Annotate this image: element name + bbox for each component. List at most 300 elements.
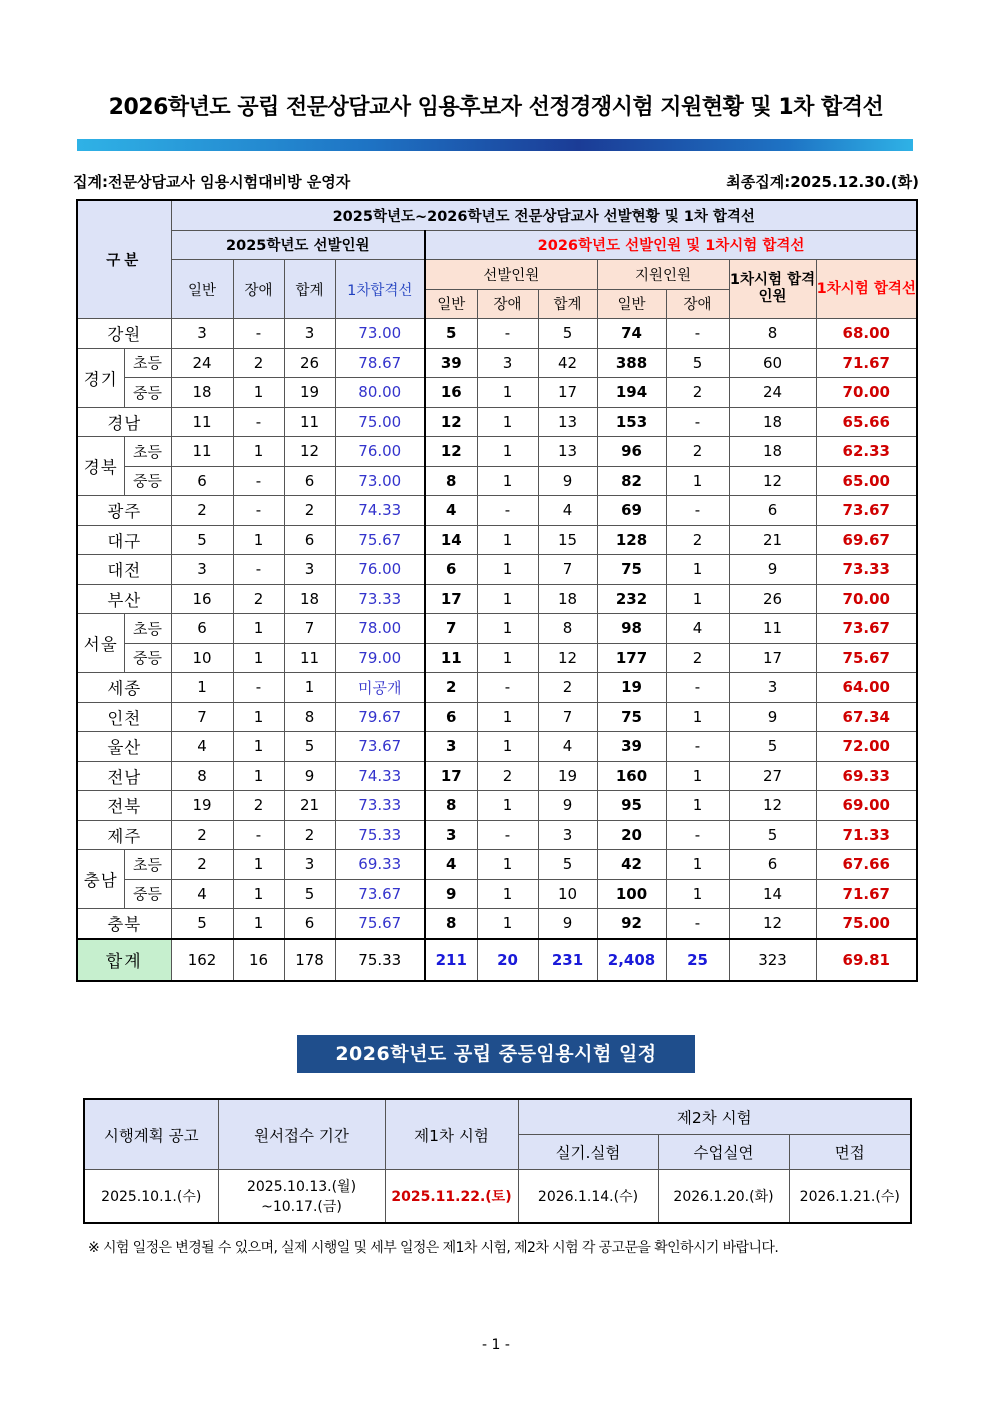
prev-total-cell: 6 xyxy=(284,466,335,496)
cur-total-cell: 19 xyxy=(538,761,597,791)
prev-disabled-cell: - xyxy=(233,820,284,850)
prev-general-cell: 1 xyxy=(171,673,233,703)
prev-cutoff-cell: 73.33 xyxy=(335,584,425,614)
interview-date: 2026.1.21.(수) xyxy=(789,1170,911,1224)
prev-cutoff-cell: 73.00 xyxy=(335,319,425,349)
table-row xyxy=(77,761,917,791)
app-disabled-cell: 1 xyxy=(666,761,729,791)
cur-disabled-cell: - xyxy=(477,820,538,850)
cutoff-cell: 65.66 xyxy=(816,407,917,437)
app-general-cell: 98 xyxy=(597,614,666,644)
prev-disabled-cell: - xyxy=(233,555,284,585)
level-cell: 초등 xyxy=(124,850,171,880)
prev-total-cell: 5 xyxy=(284,879,335,909)
prev-total-cell: 5 xyxy=(284,732,335,762)
cur-general-cell: 3 xyxy=(425,820,477,850)
table-row xyxy=(77,614,917,644)
total-cur-total-cell: 231 xyxy=(538,939,597,981)
cur-disabled-header: 장애 xyxy=(477,289,538,319)
app-general-cell: 19 xyxy=(597,673,666,703)
cur-general-cell: 17 xyxy=(425,761,477,791)
region-cell: 강원 xyxy=(77,319,171,349)
cur-general-cell: 16 xyxy=(425,378,477,408)
region-cell: 서울 xyxy=(77,614,124,673)
apply-header: 원서접수 기간 xyxy=(218,1099,385,1170)
prev-general-cell: 4 xyxy=(171,732,233,762)
prev-total-cell: 11 xyxy=(284,407,335,437)
app-disabled-cell: 5 xyxy=(666,348,729,378)
table-row xyxy=(77,643,917,673)
table-row xyxy=(77,791,917,821)
cur-total-cell: 7 xyxy=(538,702,597,732)
prev-disabled-cell: 1 xyxy=(233,850,284,880)
apply-end: ~10.17.(금) xyxy=(261,1199,342,1215)
prev-cutoff-cell: 69.33 xyxy=(335,850,425,880)
app-disabled-cell: 2 xyxy=(666,437,729,467)
prev-total-cell: 9 xyxy=(284,761,335,791)
pass-count-cell: 18 xyxy=(729,437,816,467)
pass-count-cell: 17 xyxy=(729,643,816,673)
total-prev-cutoff-cell: 75.33 xyxy=(335,939,425,981)
app-general-cell: 232 xyxy=(597,584,666,614)
apply-period xyxy=(218,1170,385,1224)
prev-general-cell: 11 xyxy=(171,407,233,437)
first-exam-header: 제1차 시험 xyxy=(385,1099,518,1170)
cur-general-cell: 5 xyxy=(425,319,477,349)
pass-count-cell: 21 xyxy=(729,525,816,555)
prev-disabled-cell: 1 xyxy=(233,879,284,909)
table-row xyxy=(77,348,917,378)
prev-disabled-cell: 1 xyxy=(233,378,284,408)
app-disabled-cell: 1 xyxy=(666,850,729,880)
cur-general-cell: 3 xyxy=(425,732,477,762)
pass-count-cell: 14 xyxy=(729,879,816,909)
cur-total-cell: 9 xyxy=(538,909,597,939)
prev-general-cell: 2 xyxy=(171,850,233,880)
prev-total-cell: 1 xyxy=(284,673,335,703)
cur-disabled-cell: 2 xyxy=(477,761,538,791)
pass-count-cell: 12 xyxy=(729,909,816,939)
prev-total-cell: 11 xyxy=(284,643,335,673)
cur-disabled-cell: 1 xyxy=(477,614,538,644)
cur-disabled-cell: 1 xyxy=(477,466,538,496)
prev-general-cell: 3 xyxy=(171,319,233,349)
prev-total-cell: 8 xyxy=(284,702,335,732)
pass-count-header: 1차시험 합격인원 xyxy=(729,260,816,319)
table-row xyxy=(77,584,917,614)
prev-cutoff-cell: 79.00 xyxy=(335,643,425,673)
cutoff-cell: 69.00 xyxy=(816,791,917,821)
cutoff-cell: 65.00 xyxy=(816,466,917,496)
prev-cutoff-cell: 미공개 xyxy=(335,673,425,703)
notice-date: 2025.10.1.(수) xyxy=(84,1170,218,1224)
prev-general-cell: 5 xyxy=(171,909,233,939)
prev-disabled-cell: 1 xyxy=(233,525,284,555)
table-row xyxy=(77,466,917,496)
cur-total-cell: 7 xyxy=(538,555,597,585)
prev-cutoff-cell: 74.33 xyxy=(335,761,425,791)
prev-general-cell: 5 xyxy=(171,525,233,555)
total-row xyxy=(77,939,917,981)
app-disabled-cell: - xyxy=(666,673,729,703)
prev-general-cell: 8 xyxy=(171,761,233,791)
level-cell: 중등 xyxy=(124,466,171,496)
prev-general-cell: 4 xyxy=(171,879,233,909)
cur-disabled-cell: - xyxy=(477,673,538,703)
cutoff-cell: 64.00 xyxy=(816,673,917,703)
cur-general-cell: 8 xyxy=(425,791,477,821)
apply-start: 2025.10.13.(월) xyxy=(246,1179,357,1195)
pass-count-cell: 5 xyxy=(729,732,816,762)
prev-cutoff-cell: 80.00 xyxy=(335,378,425,408)
region-cell: 전북 xyxy=(77,791,171,821)
cur-disabled-cell: 1 xyxy=(477,850,538,880)
prev-cutoff-cell: 73.67 xyxy=(335,879,425,909)
total-cutoff-cell: 69.81 xyxy=(816,939,917,981)
cur-disabled-cell: 1 xyxy=(477,437,538,467)
app-general-cell: 75 xyxy=(597,702,666,732)
cur-total-cell: 2 xyxy=(538,673,597,703)
cutoff-cell: 73.33 xyxy=(816,555,917,585)
cutoff-cell: 69.67 xyxy=(816,525,917,555)
level-cell: 중등 xyxy=(124,378,171,408)
pass-count-cell: 3 xyxy=(729,673,816,703)
app-disabled-cell: - xyxy=(666,820,729,850)
app-general-cell: 39 xyxy=(597,732,666,762)
cur-general-cell: 12 xyxy=(425,407,477,437)
level-cell: 중등 xyxy=(124,879,171,909)
pass-count-cell: 9 xyxy=(729,555,816,585)
cur-total-cell: 5 xyxy=(538,850,597,880)
app-disabled-cell: 2 xyxy=(666,525,729,555)
cur-total-cell: 13 xyxy=(538,407,597,437)
prev-cutoff-header: 1차합격선 xyxy=(335,260,425,319)
cur-selection-header: 선발인원 xyxy=(425,260,597,290)
app-general-cell: 96 xyxy=(597,437,666,467)
prev-disabled-cell: 2 xyxy=(233,584,284,614)
prev-general-cell: 18 xyxy=(171,378,233,408)
cur-general-cell: 2 xyxy=(425,673,477,703)
cutoff-cell: 68.00 xyxy=(816,319,917,349)
cur-disabled-cell: - xyxy=(477,319,538,349)
prev-cutoff-cell: 73.33 xyxy=(335,791,425,821)
prev-disabled-header: 장애 xyxy=(233,260,284,319)
cur-total-cell: 4 xyxy=(538,496,597,526)
total-prev-general-cell: 162 xyxy=(171,939,233,981)
prev-general-cell: 2 xyxy=(171,496,233,526)
cutoff-cell: 71.33 xyxy=(816,820,917,850)
cur-general-cell: 12 xyxy=(425,437,477,467)
region-cell: 울산 xyxy=(77,732,171,762)
app-disabled-cell: - xyxy=(666,407,729,437)
cutoff-cell: 62.33 xyxy=(816,437,917,467)
cutoff-cell: 71.67 xyxy=(816,348,917,378)
total-cur-general-cell: 211 xyxy=(425,939,477,981)
cutoff-cell: 67.66 xyxy=(816,850,917,880)
app-general-cell: 75 xyxy=(597,555,666,585)
table-row xyxy=(77,909,917,939)
source-label: 집계:전문상담교사 임용시험대비방 운영자 xyxy=(73,173,351,191)
prev-cutoff-cell: 75.67 xyxy=(335,909,425,939)
prev-cutoff-cell: 76.00 xyxy=(335,437,425,467)
app-disabled-header: 장애 xyxy=(666,289,729,319)
cur-disabled-cell: 1 xyxy=(477,555,538,585)
total-label-cell: 합계 xyxy=(77,939,171,981)
region-cell: 부산 xyxy=(77,584,171,614)
cur-total-cell: 13 xyxy=(538,437,597,467)
title-underline-bar xyxy=(77,139,913,151)
prev-general-cell: 10 xyxy=(171,643,233,673)
app-general-cell: 69 xyxy=(597,496,666,526)
app-general-cell: 128 xyxy=(597,525,666,555)
pass-count-cell: 9 xyxy=(729,702,816,732)
cur-total-cell: 12 xyxy=(538,643,597,673)
page-title: 2026학년도 공립 전문상담교사 임용후보자 선정경쟁시험 지원현황 및 1차 합격선 xyxy=(108,95,884,120)
schedule-title: 2026학년도 공립 중등임용시험 일정 xyxy=(297,1035,695,1073)
cur-general-cell: 6 xyxy=(425,555,477,585)
cur-general-cell: 8 xyxy=(425,466,477,496)
schedule-note: ※ 시험 일정은 변경될 수 있으며, 실제 시행일 및 세부 일정은 제1차 시험, 제2차 시험 각 공고문을 확인하시기 바랍니다. xyxy=(88,1240,779,1256)
prev-disabled-cell: 1 xyxy=(233,761,284,791)
cur-general-cell: 7 xyxy=(425,614,477,644)
app-disabled-cell: 1 xyxy=(666,584,729,614)
cur-disabled-cell: 1 xyxy=(477,879,538,909)
region-cell: 광주 xyxy=(77,496,171,526)
prev-disabled-cell: - xyxy=(233,466,284,496)
region-cell: 대전 xyxy=(77,555,171,585)
app-disabled-cell: 2 xyxy=(666,643,729,673)
pass-count-cell: 18 xyxy=(729,407,816,437)
prev-cutoff-cell: 75.67 xyxy=(335,525,425,555)
app-disabled-cell: - xyxy=(666,732,729,762)
prev-cutoff-cell: 79.67 xyxy=(335,702,425,732)
table-row xyxy=(77,732,917,762)
prev-general-cell: 2 xyxy=(171,820,233,850)
region-cell: 충북 xyxy=(77,909,171,939)
prev-disabled-cell: - xyxy=(233,496,284,526)
prev-cutoff-cell: 75.00 xyxy=(335,407,425,437)
prev-total-cell: 26 xyxy=(284,348,335,378)
prev-disabled-cell: 1 xyxy=(233,702,284,732)
prev-disabled-cell: 1 xyxy=(233,437,284,467)
prev-total-cell: 3 xyxy=(284,319,335,349)
prev-cutoff-cell: 73.00 xyxy=(335,466,425,496)
demo-date: 2026.1.20.(화) xyxy=(658,1170,789,1224)
prev-general-cell: 3 xyxy=(171,555,233,585)
second-exam-header: 제2차 시험 xyxy=(518,1099,911,1135)
app-disabled-cell: 1 xyxy=(666,466,729,496)
app-general-cell: 194 xyxy=(597,378,666,408)
prev-general-header: 일반 xyxy=(171,260,233,319)
cutoff-cell: 72.00 xyxy=(816,732,917,762)
prev-total-cell: 18 xyxy=(284,584,335,614)
pass-count-cell: 27 xyxy=(729,761,816,791)
app-disabled-cell: - xyxy=(666,496,729,526)
cur-total-cell: 4 xyxy=(538,732,597,762)
cur-disabled-cell: 1 xyxy=(477,643,538,673)
cutoff-cell: 70.00 xyxy=(816,584,917,614)
prev-general-cell: 19 xyxy=(171,791,233,821)
cutoff-cell: 71.67 xyxy=(816,879,917,909)
app-general-cell: 82 xyxy=(597,466,666,496)
prev-general-cell: 16 xyxy=(171,584,233,614)
level-cell: 초등 xyxy=(124,614,171,644)
prev-disabled-cell: 1 xyxy=(233,732,284,762)
pass-count-cell: 5 xyxy=(729,820,816,850)
prev-general-cell: 24 xyxy=(171,348,233,378)
app-disabled-cell: - xyxy=(666,909,729,939)
cur-disabled-cell: 1 xyxy=(477,909,538,939)
level-cell: 초등 xyxy=(124,437,171,467)
cur-year-header: 2026학년도 선발인원 및 1차시험 합격선 xyxy=(425,230,917,260)
region-cell: 충남 xyxy=(77,850,124,909)
pass-count-cell: 6 xyxy=(729,850,816,880)
cur-disabled-cell: - xyxy=(477,496,538,526)
prev-general-cell: 11 xyxy=(171,437,233,467)
table-row xyxy=(77,673,917,703)
prev-disabled-cell: - xyxy=(233,407,284,437)
app-general-cell: 177 xyxy=(597,643,666,673)
page-number: - 1 - xyxy=(482,1337,510,1353)
prev-total-cell: 2 xyxy=(284,496,335,526)
cutoff-cell: 73.67 xyxy=(816,496,917,526)
prev-disabled-cell: 1 xyxy=(233,909,284,939)
cur-general-cell: 14 xyxy=(425,525,477,555)
prev-total-cell: 3 xyxy=(284,555,335,585)
region-cell: 경기 xyxy=(77,348,124,407)
cur-general-cell: 9 xyxy=(425,879,477,909)
cutoff-cell: 73.67 xyxy=(816,614,917,644)
prev-cutoff-cell: 76.00 xyxy=(335,555,425,585)
table-row xyxy=(77,820,917,850)
cur-total-cell: 8 xyxy=(538,614,597,644)
app-general-cell: 74 xyxy=(597,319,666,349)
table-row xyxy=(77,850,917,880)
prev-disabled-cell: 2 xyxy=(233,348,284,378)
prev-general-cell: 6 xyxy=(171,466,233,496)
cur-general-cell: 4 xyxy=(425,496,477,526)
app-disabled-cell: 2 xyxy=(666,378,729,408)
first-exam-date: 2025.11.22.(토) xyxy=(385,1170,518,1224)
cur-total-cell: 5 xyxy=(538,319,597,349)
cutoff-cell: 75.00 xyxy=(816,909,917,939)
table-row xyxy=(77,407,917,437)
cur-disabled-cell: 1 xyxy=(477,791,538,821)
prev-total-cell: 21 xyxy=(284,791,335,821)
app-general-cell: 388 xyxy=(597,348,666,378)
cutoff-cell: 67.34 xyxy=(816,702,917,732)
interview-header: 면접 xyxy=(789,1135,911,1170)
app-general-cell: 153 xyxy=(597,407,666,437)
region-cell: 경남 xyxy=(77,407,171,437)
app-general-cell: 160 xyxy=(597,761,666,791)
prev-total-cell: 12 xyxy=(284,437,335,467)
app-general-cell: 42 xyxy=(597,850,666,880)
cur-disabled-cell: 1 xyxy=(477,732,538,762)
level-cell: 중등 xyxy=(124,643,171,673)
prev-cutoff-cell: 75.33 xyxy=(335,820,425,850)
prev-disabled-cell: 2 xyxy=(233,791,284,821)
table-row xyxy=(77,496,917,526)
cur-applicant-header: 지원인원 xyxy=(597,260,729,290)
total-cur-disabled-cell: 20 xyxy=(477,939,538,981)
notice-header: 시행계획 공고 xyxy=(84,1099,218,1170)
app-general-header: 일반 xyxy=(597,289,666,319)
prev-total-cell: 7 xyxy=(284,614,335,644)
prev-general-cell: 6 xyxy=(171,614,233,644)
cur-total-cell: 18 xyxy=(538,584,597,614)
total-prev-disabled-cell: 16 xyxy=(233,939,284,981)
cur-general-cell: 17 xyxy=(425,584,477,614)
cur-general-header: 일반 xyxy=(425,289,477,319)
prev-total-cell: 3 xyxy=(284,850,335,880)
gubun-header: 구분 xyxy=(77,200,171,319)
prev-disabled-cell: 1 xyxy=(233,614,284,644)
cutoff-cell: 70.00 xyxy=(816,378,917,408)
app-general-cell: 20 xyxy=(597,820,666,850)
cur-disabled-cell: 1 xyxy=(477,407,538,437)
pass-count-cell: 60 xyxy=(729,348,816,378)
pass-count-cell: 12 xyxy=(729,466,816,496)
table-top-header: 2025학년도~2026학년도 전문상담교사 선발현황 및 1차 합격선 xyxy=(171,200,917,230)
cur-total-cell: 9 xyxy=(538,791,597,821)
app-disabled-cell: 1 xyxy=(666,791,729,821)
cur-disabled-cell: 1 xyxy=(477,378,538,408)
table-row xyxy=(77,319,917,349)
cutoff-cell: 69.33 xyxy=(816,761,917,791)
prev-cutoff-cell: 73.67 xyxy=(335,732,425,762)
app-general-cell: 92 xyxy=(597,909,666,939)
app-disabled-cell: 1 xyxy=(666,702,729,732)
final-date-label: 최종집계:2025.12.30.(화) xyxy=(726,173,919,191)
app-disabled-cell: 4 xyxy=(666,614,729,644)
demo-header: 수업실연 xyxy=(658,1135,789,1170)
prev-total-cell: 6 xyxy=(284,525,335,555)
cur-total-cell: 3 xyxy=(538,820,597,850)
total-prev-total-cell: 178 xyxy=(284,939,335,981)
total-pass-count-cell: 323 xyxy=(729,939,816,981)
cur-disabled-cell: 1 xyxy=(477,525,538,555)
region-cell: 경북 xyxy=(77,437,124,496)
app-disabled-cell: 1 xyxy=(666,879,729,909)
practical-date: 2026.1.14.(수) xyxy=(518,1170,658,1224)
schedule-table xyxy=(83,1098,912,1224)
prev-total-cell: 2 xyxy=(284,820,335,850)
prev-total-cell: 6 xyxy=(284,909,335,939)
prev-disabled-cell: 1 xyxy=(233,643,284,673)
cur-general-cell: 6 xyxy=(425,702,477,732)
prev-cutoff-cell: 78.67 xyxy=(335,348,425,378)
prev-total-cell: 19 xyxy=(284,378,335,408)
table-row xyxy=(77,555,917,585)
prev-total-header: 합계 xyxy=(284,260,335,319)
pass-count-cell: 11 xyxy=(729,614,816,644)
cutoff-header: 1차시험 합격선 xyxy=(816,260,917,319)
cur-total-cell: 15 xyxy=(538,525,597,555)
cur-disabled-cell: 1 xyxy=(477,702,538,732)
cur-general-cell: 4 xyxy=(425,850,477,880)
total-app-disabled-cell: 25 xyxy=(666,939,729,981)
table-row xyxy=(77,879,917,909)
cur-general-cell: 39 xyxy=(425,348,477,378)
practical-header: 실기.실험 xyxy=(518,1135,658,1170)
region-cell: 제주 xyxy=(77,820,171,850)
pass-count-cell: 6 xyxy=(729,496,816,526)
prev-cutoff-cell: 78.00 xyxy=(335,614,425,644)
cur-total-cell: 42 xyxy=(538,348,597,378)
app-disabled-cell: 1 xyxy=(666,555,729,585)
pass-count-cell: 12 xyxy=(729,791,816,821)
